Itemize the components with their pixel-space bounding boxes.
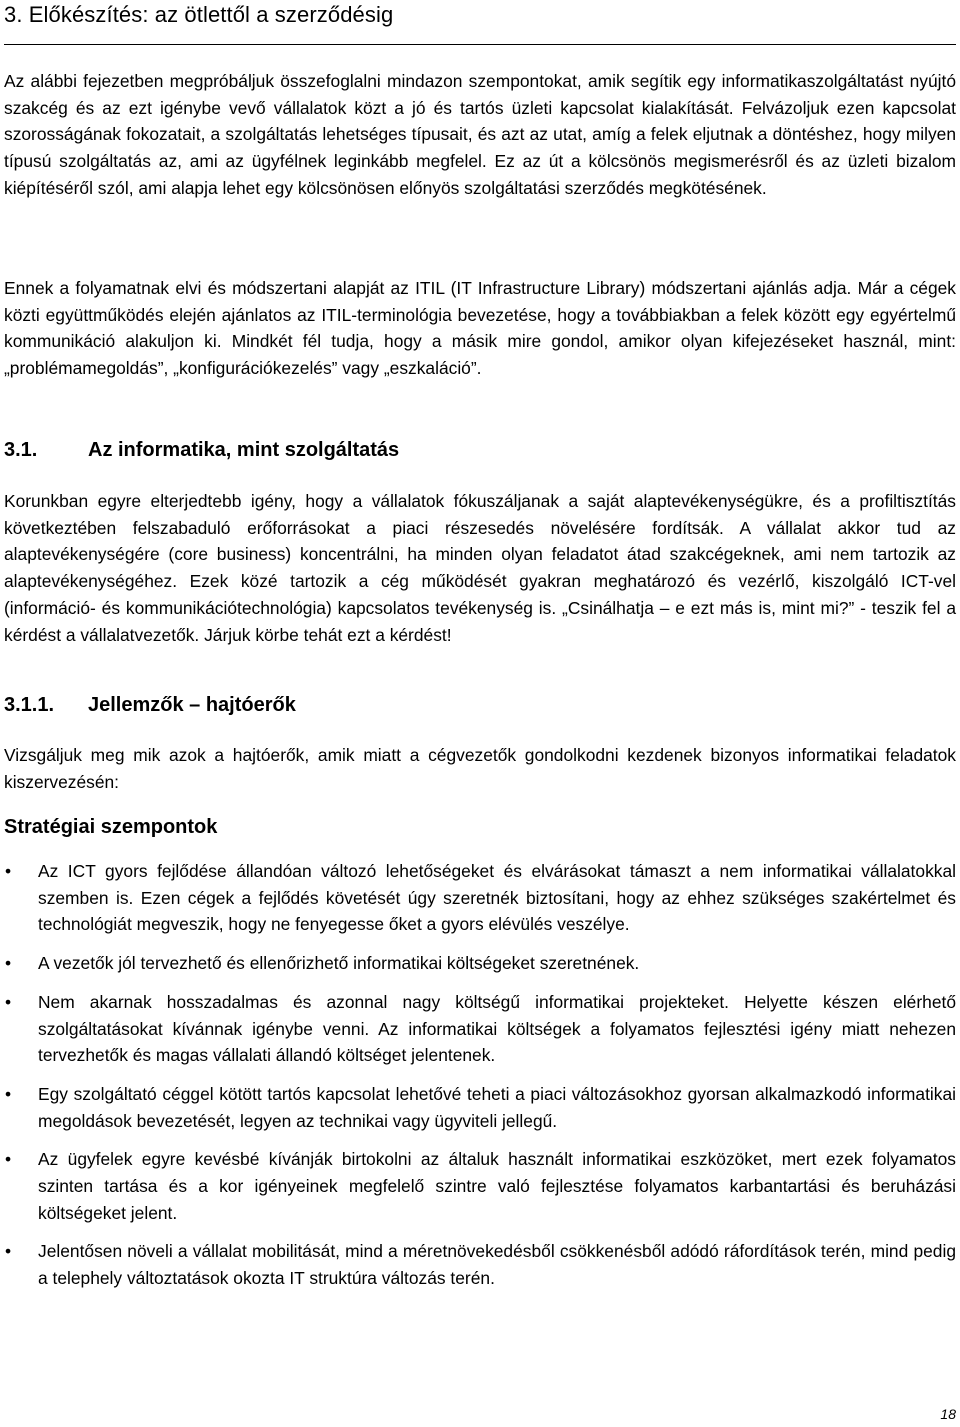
list-item bbox=[4, 1238, 956, 1291]
list-item bbox=[4, 1146, 956, 1226]
bullet-icon: • bbox=[5, 861, 12, 881]
list-item-text: Nem akarnak hosszadalmas és azonnal nagy költségű informatikai projekteket. Helyette készen elérhető szolgáltatásokat kívánnak igénybe venni. Az informatikai költségek a folyamatos fejlesztési igény miatt nehezen tervezhetők és magas vállalati állandó költséget jelentenek. bbox=[38, 991, 956, 1066]
list-item bbox=[4, 950, 956, 977]
list-item bbox=[4, 858, 956, 938]
section-3-1-1-heading bbox=[4, 694, 296, 717]
list-item-text: A vezetők jól tervezhető és ellenőrizhető informatikai költségeket szeretnének. bbox=[38, 953, 640, 974]
chapter-title-underline bbox=[4, 44, 956, 45]
intro-paragraph-1: Az alábbi fejezetben megpróbáljuk összefoglalni mindazon szempontokat, amik segítik egy informatikaszolgáltatást nyújtó szakcég és az ezt igénybe vevő vállalatok közt a jó és tartós üzleti kapcsolat kialakítását. Felvázoljuk ezen kapcsolat szorosságának fokozatait, a szolgáltatás lehetséges típusait, és azt az utat, amíg a felek eljutnak a döntéshez, hogy milyen típusú szolgáltatás az, ami az ügyfélnek leginkább megfelel. Ez az út a kölcsönös megismerésről és az üzleti bizalom kiépítéséről szól, ami alapja lehet egy kölcsönösen előnyös szolgáltatási szerződés megkötésének. bbox=[4, 71, 956, 198]
section-3-1-1-paragraph: Vizsgáljuk meg mik azok a hajtóerők, amik miatt a cégvezetők gondolkodni kezdenek bizonyos informatikai feladatok kiszervezésén: bbox=[4, 745, 956, 792]
bullet-icon: • bbox=[5, 1083, 12, 1104]
section-3-1-heading bbox=[4, 439, 399, 462]
strategic-list bbox=[4, 858, 956, 1304]
section-3-1-number: 3.1. bbox=[4, 439, 38, 461]
section-3-1-title: Az informatika, mint szolgáltatás bbox=[88, 439, 400, 461]
list-item bbox=[4, 1081, 956, 1134]
list-item-text: Jelentősen növeli a vállalat mobilitását, mind a méretnövekedésből csökkenésből adódó ráfordítások terén, mind pedig a telephely változtatások okozta IT struktúra változás terén. bbox=[38, 1241, 956, 1289]
list-item-text: Egy szolgáltató céggel kötött tartós kapcsolat lehetővé teheti a piaci változásokhoz gyorsan alkalmazkodó informatikai megoldások bevezetését, legyen az technikai vagy ügyviteli jellegű. bbox=[38, 1083, 956, 1131]
strategic-heading: Stratégiai szempontok bbox=[4, 816, 218, 838]
list-item-text: Az ICT gyors fejlődése állandóan változó lehetőségeket és elvárásokat támaszt a nem informatikai vállalatokkal szemben is. Ezen cégek a fejlődés követését úgy szeretnék biztosítani, hogy az ehhez szükséges szakértelmet és technológiát megveszik, hogy ne fenyegesse őket a gyors elévülés veszélye. bbox=[38, 861, 956, 935]
list-item-text: Az ügyfelek egyre kevésbé kívánják birtokolni az általuk használt informatikai eszközöket, mert ezek folyamatos szinten tartása és a kor igényeinek megfelelő szintre való fejlesztése folyamatos karbantartási és beruházási költségeket jelent. bbox=[38, 1149, 956, 1223]
list-item bbox=[4, 989, 956, 1069]
bullet-icon: • bbox=[5, 1149, 12, 1170]
bullet-icon: • bbox=[5, 991, 12, 1012]
section-3-1-1-number: 3.1.1. bbox=[4, 694, 55, 716]
intro-paragraph-2: Ennek a folyamatnak elvi és módszertani alapját az ITIL (IT Infrastructure Library) módszertani ajánlás adja. Már a cégek közti együttműködés elején ajánlatos az ITIL-terminológia bevezetése, hogy a továbbiakban a felek között egy egyértelmű kommunikáció alakuljon ki. Mindkét fél tudja, hogy a másik mire gondol, amikor olyan kifejezéseket használ, mint: „problémamegoldás”, „konfigurációkezelés” vagy „eszkaláció”. bbox=[4, 278, 956, 379]
bullet-icon: • bbox=[5, 953, 12, 974]
page-number: 18 bbox=[940, 1406, 956, 1422]
chapter-title: 3. Előkészítés: az ötlettől a szerződésig bbox=[4, 2, 394, 27]
section-3-1-1-title: Jellemzők – hajtóerők bbox=[88, 694, 296, 716]
section-3-1-paragraph: Korunkban egyre elterjedtebb igény, hogy a vállalatok fókuszáljanak a saját alaptevékenységükre, és a profiltisztítás következtében felszabaduló erőforrásokat a piaci részesedés növelésére fordítsák. A vállalat akkor tud az alaptevékenységére (core business) koncentrálni, ha minden olyan feladatot átad szakcégeknek, ami nem tartozik az alaptevékenységéhez. Ezek közé tartozik a cég működését gyakran meghatározó és vezérlő, kiszolgáló ICT-vel (információ- és kommunikációtechnológia) kapcsolatos tevékenység is. „Csinálhatja – e ezt más is, mint mi?” - teszik fel a kérdést a vállalatvezetők. Járjuk körbe tehát ezt a kérdést! bbox=[4, 491, 956, 645]
bullet-icon: • bbox=[5, 1241, 12, 1262]
